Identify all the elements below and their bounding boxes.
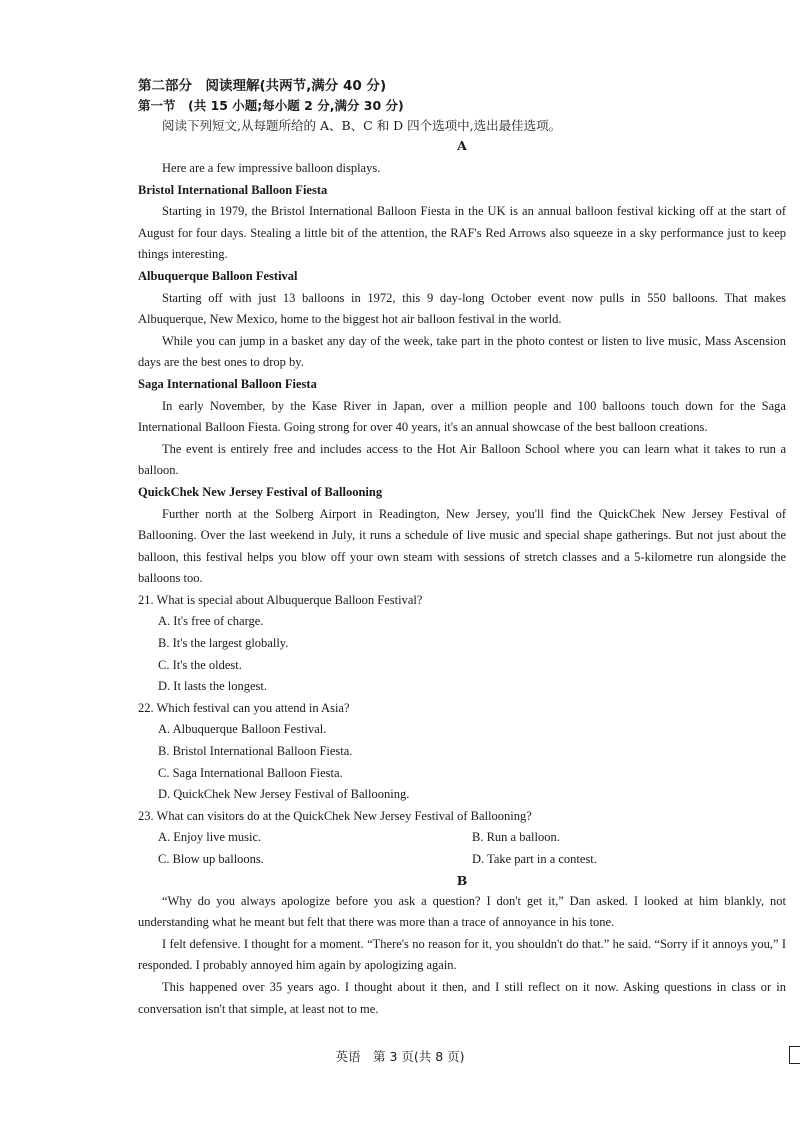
festival-paragraph: The event is entirely free and includes access to the Hot Air Balloon School where you can learn what it takes to run a balloon. (138, 441, 786, 478)
passage-b-paragraph: This happened over 35 years ago. I thought about it then, and I still reflect on it now. Asking questions in class or in conversation isn't that simple, at least not to me. (138, 979, 786, 1016)
festival-title-quickchek: QuickChek New Jersey Festival of Ballooning (138, 484, 383, 499)
festival-title-saga: Saga International Balloon Fiesta (138, 376, 317, 391)
question-23-stem: 23. What can visitors do at the QuickChek New Jersey Festival of Ballooning? (138, 808, 532, 823)
question-23-options-row-2 (138, 849, 786, 871)
festival-title-bristol: Bristol International Balloon Fiesta (138, 182, 328, 197)
instruction-text: 阅读下列短文,从每题所给的 A、B、C 和 D 四个选项中,选出最佳选项。 (162, 118, 562, 133)
question-22-option-a: A. Albuquerque Balloon Festival. (158, 722, 327, 737)
page-footer: 英语 第 3 页(共 8 页) (335, 1049, 465, 1064)
festival-paragraph: In early November, by the Kase River in Japan, over a million people and 100 balloons touch down for the Saga International Balloon Fiesta. Going strong for over 40 years, it's an annual showcase of the best balloon creations. (138, 398, 786, 435)
question-21-option-b: B. It's the largest globally. (158, 636, 289, 651)
exam-content (138, 76, 786, 1020)
question-21-option-d: D. It lasts the longest. (158, 679, 268, 694)
question-21-option-a: A. It's free of charge. (158, 614, 264, 629)
question-23-option-c: C. Blow up balloons. (158, 852, 264, 866)
question-23-option-d: D. Take part in a contest. (472, 852, 597, 866)
question-23-option-a: A. Enjoy live music. (158, 830, 262, 845)
page-edge-mark (789, 1046, 800, 1064)
question-22-option-c: C. Saga International Balloon Fiesta. (158, 765, 343, 780)
question-21-stem: 21. What is special about Albuquerque Balloon Festival? (138, 592, 423, 607)
passage-b-paragraph: “Why do you always apologize before you ask a question? I don't get it,” Dan asked. I looked at him blankly, not understanding what he meant but felt that there was more than a trace of annoyance in his tone. (138, 893, 786, 930)
festival-paragraph: Further north at the Solberg Airport in Readington, New Jersey, you'll find the QuickChek New Jersey Festival of Ballooning. Over the last weekend in July, it runs a schedule of live music and special shape gatherings. But not just about the balloon, this festival helps you blow off your own steam with sessions of stretch classes and a 5-kilometre run alongside the balloons too. (138, 506, 786, 586)
question-23-options-row-1 (138, 827, 786, 849)
part-title: 第二部分 阅读理解(共两节,满分 40 分) (138, 78, 387, 94)
question-23-option-b: B. Run a balloon. (472, 830, 560, 845)
question-22-option-d: D. QuickChek New Jersey Festival of Ballooning. (158, 787, 410, 802)
passage-a-label: A (457, 138, 467, 153)
question-21-option-c: C. It's the oldest. (158, 657, 242, 672)
festival-paragraph: Starting in 1979, the Bristol International Balloon Fiesta in the UK is an annual balloon festival kicking off at the start of August for four days. Stealing a little bit of the attention, the RAF's Red Arrows also squeeze in a sky performance just to keep things interesting. (138, 204, 786, 262)
passage-a-intro: Here are a few impressive balloon displays. (162, 161, 381, 175)
passage-b-label: B (456, 872, 468, 888)
festival-title-albuquerque: Albuquerque Balloon Festival (138, 268, 298, 283)
section-title: 第一节 (共 15 小题;每小题 2 分,满分 30 分) (138, 98, 404, 113)
festival-paragraph: Starting off with just 13 balloons in 1972, this 9 day-long October event now pulls in 550 balloons. That makes Albuquerque, New Mexico, home to the biggest hot air balloon festival in the world. (138, 290, 786, 327)
festival-paragraph: While you can jump in a basket any day of the week, take part in the photo contest or listen to live music, Mass Ascension days are the best ones to drop by. (138, 333, 786, 370)
question-22-option-b: B. Bristol International Balloon Fiesta. (158, 744, 353, 759)
passage-b-paragraph: I felt defensive. I thought for a moment. “There's no reason for it, you shouldn't do that.” he said. “Sorry if it annoys you,” I responded. I probably annoyed him again by apologizing again. (138, 936, 786, 973)
question-22-stem: 22. Which festival can you attend in Asia? (138, 700, 350, 715)
